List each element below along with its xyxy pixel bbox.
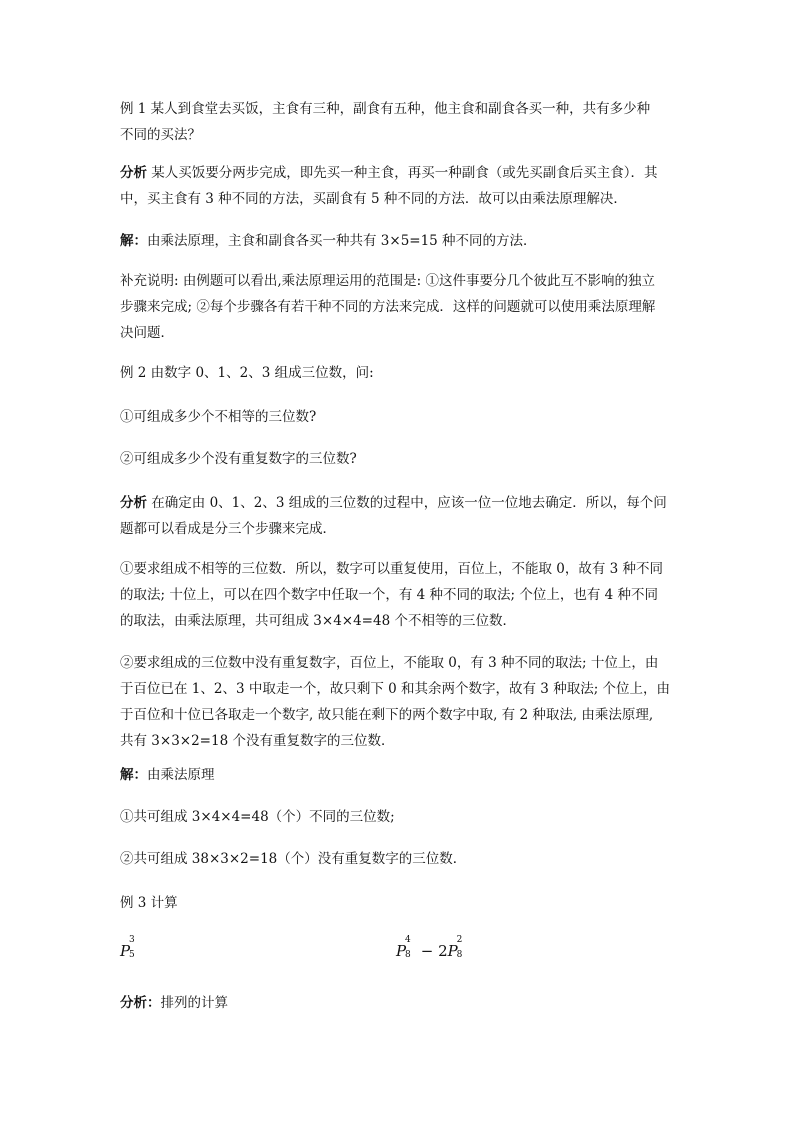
formula-2-sub-2: 8: [456, 950, 463, 960]
example-3: [120, 890, 680, 916]
part-2-line-4: 共有 3×3×2=18 个没有重复数字的三位数．: [120, 733, 395, 749]
permutation-formula-1: [120, 935, 135, 960]
part-1-line-1: ①要求组成不相等的三位数．所以，数字可以重复使用，百位上，不能取 0，故有 3 种不同: [120, 561, 664, 577]
example-2: [120, 360, 680, 386]
example-2-text: 例 2 由数字 0、1、2、3 组成三位数，问:: [120, 365, 374, 381]
solution-2-text: 由乘法原理: [147, 767, 215, 783]
analysis-3: [120, 990, 680, 1016]
example-2-question-1: [120, 404, 680, 430]
solution-2-answer-1: [120, 804, 680, 830]
formula-2-operator: − 2: [416, 942, 448, 960]
part-2-line-2: 于百位已在 1、2、3 中取走一个，故只剩下 0 和其余两个数字，故有 3 种取法; 个位上，由: [120, 681, 671, 697]
formula-2-sup-1: 4: [405, 935, 411, 945]
formula-1-sub: 5: [129, 950, 135, 960]
supplementary-note: [120, 268, 680, 346]
analysis-2-line-2: 题都可以看成是分三个步骤来完成．: [120, 521, 336, 537]
analysis-1: [120, 160, 680, 212]
analysis-1-line-2: 中，买主食有 3 种不同的方法，买副食有 5 种不同的方法．故可以由乘法原理解决．: [120, 191, 627, 207]
part-1-paragraph: [120, 556, 680, 634]
example-3-text: 例 3 计算: [120, 895, 178, 911]
analysis-1-label: 分析: [120, 165, 147, 181]
analysis-2-label: 分析: [120, 495, 147, 511]
formula-1-base: P: [120, 942, 131, 960]
example-1-line-2: 不同的买法？: [120, 127, 201, 143]
example-1: [120, 96, 680, 148]
part-1-line-3: 的取法，由乘法原理，共可组成 3×4×4=48 个不相等的三位数．: [120, 613, 516, 629]
example-1-line-1: 例 1 某人到食堂去买饭，主食有三种，副食有五种，他主食和副食各买一种，共有多少种: [120, 101, 651, 117]
formula-2-sup-2: 2: [456, 935, 463, 945]
part-1-line-2: 的取法; 十位上，可以在四个数字中任取一个，有 4 种不同的取法; 个位上，也有 4 种不同: [120, 587, 659, 603]
permutation-formula-2: [396, 935, 463, 960]
solution-1: [120, 228, 680, 254]
analysis-3-text: 排列的计算: [160, 995, 228, 1011]
solution-1-text: 由乘法原理，主食和副食各买一种共有 3×5=15 种不同的方法．: [147, 233, 537, 249]
part-2-line-1: ②要求组成的三位数中没有重复数字，百位上，不能取 0，有 3 种不同的取法; 十位上，由: [120, 655, 659, 671]
solution-2: [120, 762, 680, 788]
solution-2-label: 解：: [120, 767, 147, 783]
part-2-paragraph: [120, 650, 680, 754]
note-line-1: 补充说明: 由例题可以看出,乘法原理运用的范围是: ①这件事要分几个彼此互不影响的独立: [120, 273, 655, 289]
solution-1-label: 解：: [120, 233, 147, 249]
part-2-line-3: 于百位和十位已各取走一个数字, 故只能在剩下的两个数字中取, 有 2 种取法, 由乘法原理,: [120, 707, 654, 723]
answer-2-text: ②共可组成 38×3×2=18（个）没有重复数字的三位数．: [120, 851, 467, 867]
solution-2-answer-2: [120, 846, 680, 872]
formula-2-base-2: P: [447, 942, 458, 960]
analysis-1-line-1: 某人买饭要分两步完成，即先买一种主食，再买一种副食（或先买副食后买主食）．其: [147, 165, 658, 181]
formula-2-base-1: P: [396, 942, 407, 960]
note-line-2: 步骤来完成; ②每个步骤各有若干种不同的方法来完成．这样的问题就可以使用乘法原理解: [120, 299, 656, 315]
analysis-2: [120, 490, 680, 542]
example-2-question-2: [120, 446, 680, 472]
note-line-3: 决问题．: [120, 325, 174, 341]
analysis-2-line-1: 在确定由 0、1、2、3 组成的三位数的过程中，应该一位一位地去确定．所以，每个问: [147, 495, 667, 511]
formula-2-sub-1: 8: [405, 950, 411, 960]
question-2-text: ②可组成多少个没有重复数字的三位数?: [120, 451, 357, 467]
question-1-text: ①可组成多少个不相等的三位数?: [120, 409, 317, 425]
analysis-3-label: 分析：: [120, 995, 161, 1011]
answer-1-text: ①共可组成 3×4×4=48（个）不同的三位数;: [120, 809, 395, 825]
formula-1-sup: 3: [129, 935, 135, 945]
